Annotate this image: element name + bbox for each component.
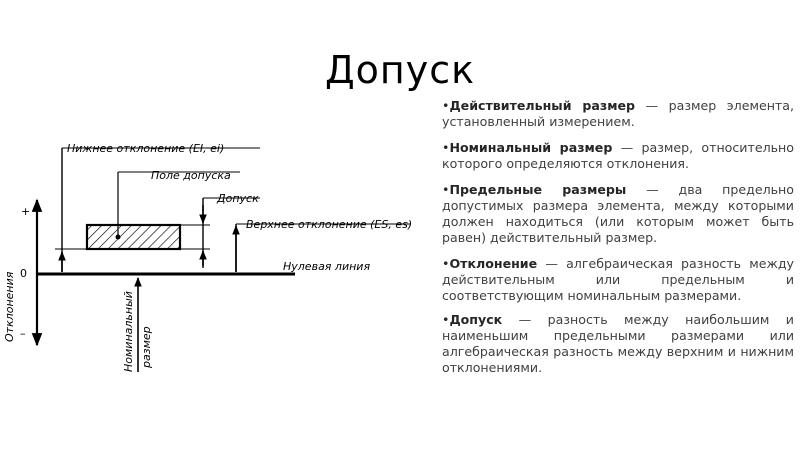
minus-sign: – bbox=[20, 327, 26, 340]
slide-title: Допуск bbox=[324, 48, 476, 92]
definition-item: •Действительный размер — размер элемента, установленный измерением. bbox=[442, 98, 794, 129]
definition-text: — размер элемента, установленный измерением. bbox=[442, 98, 794, 129]
definition-text: — разность между наибольшим и наименьшим предельными размерами или алгебраическая разность между верхним и нижним отклонениями. bbox=[442, 312, 794, 375]
definition-item: •Допуск — разность между наибольшим и наименьшим предельными размерами или алгебраическая разность между верхним и нижним отклонениями. bbox=[442, 312, 794, 375]
definition-term: Отклонение bbox=[449, 256, 538, 271]
plus-sign: + bbox=[21, 205, 31, 218]
definition-term: Предельные размеры bbox=[449, 182, 627, 197]
tolerance-field bbox=[87, 225, 180, 249]
definition-item: •Отклонение — алгебраическая разность между действительным или предельным и соответствующим номинальным размерами. bbox=[442, 256, 794, 303]
upper-deviation-label: Верхнее отклонение (ES, es) bbox=[246, 218, 413, 231]
definition-item: •Номинальный размер — размер, относительно которого определяются отклонения. bbox=[442, 140, 794, 171]
nominal-size-label-line1: Номинальный bbox=[122, 291, 135, 372]
definition-text: — размер, относительно которого определяются отклонения. bbox=[442, 140, 794, 171]
definition-text: — алгебраическая разность между действительным или предельным и соответствующим номинальным размерами. bbox=[442, 256, 794, 303]
nominal-size-label-line2: размер bbox=[140, 326, 153, 368]
definition-term: Номинальный размер bbox=[449, 140, 613, 155]
nominal-size-callout bbox=[122, 278, 153, 372]
tolerance-label: Допуск bbox=[217, 192, 259, 205]
deviation-axis bbox=[3, 200, 37, 345]
tolerance-field-label: Поле допуска bbox=[151, 169, 231, 182]
definition-text: — два предельно допустимых размера элемента, между которыми должен находиться (или которым может быть равен) действительный размер. bbox=[442, 182, 794, 245]
definition-term: Допуск bbox=[449, 312, 503, 327]
definition-item: •Предельные размеры — два предельно допустимых размера элемента, между которыми должен находиться (или которым может быть равен) действительный размер. bbox=[442, 182, 794, 245]
zero-line-label: Нулевая линия bbox=[283, 260, 371, 273]
lower-deviation-label: Нижнее отклонение (EI, ei) bbox=[67, 142, 225, 155]
definitions-list bbox=[438, 98, 794, 376]
lower-deviation-callout bbox=[62, 142, 260, 272]
zero-mark: 0 bbox=[20, 267, 27, 280]
deviation-axis-label: Отклонения bbox=[3, 271, 16, 342]
definition-term: Действительный размер bbox=[449, 98, 636, 113]
